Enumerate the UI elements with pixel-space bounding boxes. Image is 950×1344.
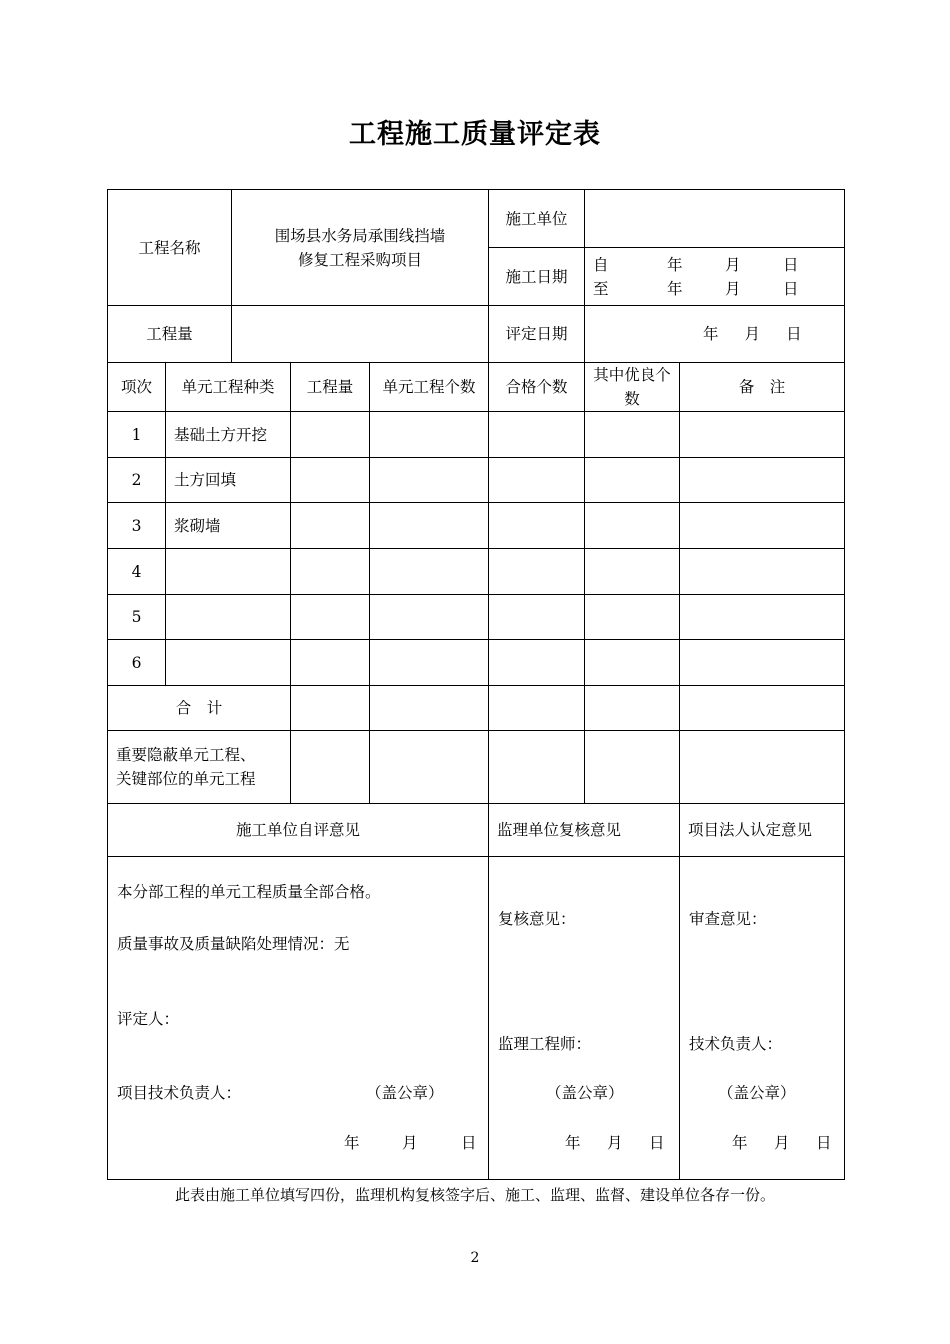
col-header-type: 单元工程种类	[166, 363, 291, 412]
row-quantity[interactable]	[291, 549, 370, 595]
contractor-opinion-header: 施工单位自评意见	[108, 804, 489, 857]
hidden-units-row	[108, 731, 845, 804]
project-name-line2: 修复工程采购项目	[298, 250, 423, 269]
project-name-line1: 围场县水务局承围线挡墙	[274, 226, 446, 245]
supervisor-date-year: 年	[565, 1134, 581, 1152]
row-unit-count[interactable]	[370, 640, 489, 686]
contractor-date-month: 月	[402, 1134, 418, 1152]
contractor-value[interactable]	[585, 190, 845, 248]
date-from-row: 自 年 月 日	[593, 255, 799, 274]
supervisor-opinion-header: 监理单位复核意见	[489, 804, 680, 857]
col-header-excellent: 其中优良个数	[585, 363, 680, 412]
row-unit-count[interactable]	[370, 503, 489, 549]
col-header-qualified: 合格个数	[489, 363, 585, 412]
row-type	[166, 640, 291, 686]
row-no: 5	[108, 595, 166, 640]
row-remarks[interactable]	[680, 549, 845, 595]
row-excellent[interactable]	[585, 549, 680, 595]
col-header-no: 项次	[108, 363, 166, 412]
row-remarks[interactable]	[680, 458, 845, 503]
total-qualified[interactable]	[489, 686, 585, 731]
row-qualified[interactable]	[489, 549, 585, 595]
contractor-seal: （盖公章）	[366, 1084, 444, 1102]
hidden-qualified[interactable]	[489, 731, 585, 804]
total-remarks[interactable]	[680, 686, 845, 731]
row-excellent[interactable]	[585, 595, 680, 640]
table-row	[108, 458, 845, 503]
owner-date-day: 日	[816, 1134, 832, 1152]
construction-date-value[interactable]	[585, 248, 845, 306]
row-quantity[interactable]	[291, 640, 370, 686]
tech-lead-label: 项目技术负责人：	[117, 1084, 242, 1102]
engineer-label: 监理工程师：	[498, 1035, 592, 1053]
col-header-quantity: 工程量	[291, 363, 370, 412]
row-qualified[interactable]	[489, 640, 585, 686]
table-row	[108, 640, 845, 686]
owner-date-month: 月	[774, 1134, 790, 1152]
date-to-row: 至 年 月 日	[593, 279, 799, 298]
owner-date-year: 年	[732, 1134, 748, 1152]
project-name-value	[232, 190, 489, 306]
row-quantity[interactable]	[291, 412, 370, 458]
row-type	[166, 549, 291, 595]
hidden-remarks[interactable]	[680, 731, 845, 804]
quality-evaluation-table	[107, 189, 845, 1180]
row-excellent[interactable]	[585, 503, 680, 549]
row-no: 6	[108, 640, 166, 686]
table-row	[108, 503, 845, 549]
owner-tech-label: 技术负责人：	[689, 1035, 783, 1053]
row-qualified[interactable]	[489, 458, 585, 503]
column-header-row	[108, 363, 845, 412]
row-unit-count[interactable]	[370, 412, 489, 458]
hidden-unit-count[interactable]	[370, 731, 489, 804]
row-remarks[interactable]	[680, 640, 845, 686]
hidden-units-label: 重要隐蔽单元工程、 关键部位的单元工程	[108, 731, 291, 804]
opinion-header-row	[108, 804, 845, 857]
col-header-unit-count: 单元工程个数	[370, 363, 489, 412]
row-type: 基础土方开挖	[166, 412, 291, 458]
supervisor-date-month: 月	[607, 1134, 623, 1152]
owner-opinion-body[interactable]	[680, 857, 845, 1180]
total-unit-count[interactable]	[370, 686, 489, 731]
page-title: 工程施工质量评定表	[349, 119, 601, 150]
eval-date-value[interactable]: 年 月 日	[585, 306, 845, 363]
total-excellent[interactable]	[585, 686, 680, 731]
row-remarks[interactable]	[680, 595, 845, 640]
owner-opinion-header: 项目法人认定意见	[680, 804, 845, 857]
row-no: 3	[108, 503, 166, 549]
eval-date-label: 评定日期	[489, 306, 585, 363]
contractor-date-day: 日	[461, 1134, 477, 1152]
supervisor-opinion-body[interactable]	[489, 857, 680, 1180]
contractor-opinion-text1: 本分部工程的单元工程质量全部合格。	[117, 883, 381, 901]
audit-label: 审查意见：	[689, 910, 767, 928]
contractor-date-year: 年	[344, 1134, 360, 1152]
table-row	[108, 549, 845, 595]
evaluator-label: 评定人：	[117, 1010, 180, 1028]
row-quantity[interactable]	[291, 458, 370, 503]
row-type: 土方回填	[166, 458, 291, 503]
row-quantity[interactable]	[291, 595, 370, 640]
row-excellent[interactable]	[585, 412, 680, 458]
construction-date-label: 施工日期	[489, 248, 585, 306]
row-remarks[interactable]	[680, 412, 845, 458]
quantity-value[interactable]	[232, 306, 489, 363]
review-label: 复核意见：	[498, 910, 576, 928]
table-row	[108, 412, 845, 458]
row-unit-count[interactable]	[370, 458, 489, 503]
row-unit-count[interactable]	[370, 549, 489, 595]
row-excellent[interactable]	[585, 458, 680, 503]
row-no: 1	[108, 412, 166, 458]
row-no: 4	[108, 549, 166, 595]
row-qualified[interactable]	[489, 412, 585, 458]
quantity-label: 工程量	[108, 306, 232, 363]
row-unit-count[interactable]	[370, 595, 489, 640]
col-header-remarks: 备 注	[680, 363, 845, 412]
row-qualified[interactable]	[489, 503, 585, 549]
total-label: 合 计	[108, 686, 291, 731]
row-quantity[interactable]	[291, 503, 370, 549]
page-number: 2	[470, 1250, 480, 1266]
row-type: 浆砌墙	[166, 503, 291, 549]
hidden-quantity[interactable]	[291, 731, 370, 804]
owner-seal: （盖公章）	[718, 1084, 796, 1102]
total-row	[108, 686, 845, 731]
row-no: 2	[108, 458, 166, 503]
contractor-opinion-text2: 质量事故及质量缺陷处理情况：无	[117, 935, 350, 953]
footnote: 此表由施工单位填写四份，监理机构复核签字后、施工、监理、监督、建设单位各存一份。	[174, 1186, 775, 1204]
row-type	[166, 595, 291, 640]
hidden-excellent[interactable]	[585, 731, 680, 804]
row-remarks[interactable]	[680, 503, 845, 549]
row-qualified[interactable]	[489, 595, 585, 640]
supervisor-date-day: 日	[649, 1134, 665, 1152]
opinion-body-row	[108, 857, 845, 1180]
row-excellent[interactable]	[585, 640, 680, 686]
table-row	[108, 595, 845, 640]
total-quantity[interactable]	[291, 686, 370, 731]
contractor-opinion-body[interactable]	[108, 857, 489, 1180]
supervisor-seal: （盖公章）	[546, 1084, 624, 1102]
project-name-label: 工程名称	[108, 190, 232, 306]
contractor-label: 施工单位	[489, 190, 585, 248]
